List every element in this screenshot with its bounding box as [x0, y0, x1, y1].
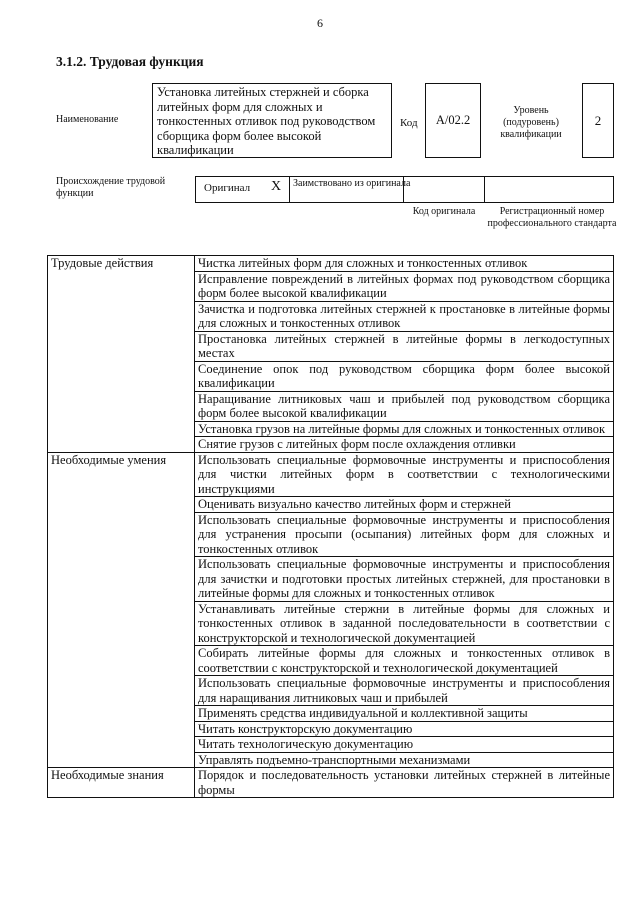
required-skill-item: Читать конструкторскую документацию [195, 721, 614, 737]
original-code-cell [403, 176, 485, 203]
labor-action-item: Установка грузов на литейные формы для сложных и тонкостенных отливок [195, 421, 614, 437]
level-value: 2 [594, 112, 602, 128]
required-skill-item: Собирать литейные формы для сложных и тонкостенных отливок в соответствии с конструкторской и технологической документацией [195, 646, 614, 676]
table-row [48, 452, 614, 497]
required-knowledge-item: Порядок и последовательность установки литейных стержней в литейные формы [195, 768, 614, 798]
labor-action-item: Соединение опок под руководством сборщика форм более высокой квалификации [195, 361, 614, 391]
function-name-value: Установка литейных стержней и сборка литейных форм для сложных и тонкостенных отливок под руководством сборщика форм более высокой квалификации [157, 85, 376, 157]
required-skill-item: Оценивать визуально качество литейных форм и стержней [195, 497, 614, 513]
required-skill-item: Применять средства индивидуальной и коллективной защиты [195, 706, 614, 722]
table-row [48, 768, 614, 798]
labor-action-item: Чистка литейных форм для сложных и тонкостенных отливок [195, 256, 614, 272]
labor-action-category-label: Трудовые действия [48, 256, 195, 453]
labor-action-item: Простановка литейных стержней в литейные формы в легкодоступных местах [195, 331, 614, 361]
required-knowledge-category-label: Необходимые знания [48, 768, 195, 798]
page-number: 6 [317, 16, 323, 30]
table-row [48, 256, 614, 272]
code-box [425, 83, 481, 158]
labor-action-item: Зачистка и подготовка литейных стержней к простановке в литейные формы для сложных и тонкостенных отливок [195, 301, 614, 331]
required-skill-item: Использовать специальные формовочные инструменты и приспособления для наращивания литниковых чаш и прибылей [195, 676, 614, 706]
labor-action-item: Снятие грузов с литейных форм после охлаждения отливки [195, 437, 614, 453]
name-label: Наименование [56, 114, 119, 125]
required-skill-item: Использовать специальные формовочные инструменты и приспособления для зачистки и подготовки простых литейных стержней, для простановки в литейные формы для сложных и тонкостенных отливок [195, 557, 614, 602]
required-skill-category-label: Необходимые умения [48, 452, 195, 768]
section-title: 3.1.2. Трудовая функция [56, 54, 204, 69]
original-label: Оригинал [204, 182, 251, 194]
registration-number-cell [484, 176, 614, 203]
level-box [582, 83, 614, 158]
required-skill-item: Использовать специальные формовочные инструменты и приспособления для чистки литейных форм в соответствии с технологическими инструкциями [195, 452, 614, 497]
origin-label: Происхождение трудовой функции [56, 176, 166, 199]
required-skill-item: Управлять подъемно-транспортными механизмами [195, 752, 614, 768]
original-code-caption: Код оригинала [412, 206, 476, 217]
original-mark: X [271, 179, 282, 194]
code-label: Код [400, 117, 418, 129]
code-value: А/02.2 [435, 113, 471, 127]
function-details-table [47, 255, 614, 798]
borrowed-label: Заимствовано из оригинала [293, 178, 411, 189]
registration-number-caption: Регистрационный номер профессионального стандарта [487, 206, 617, 229]
required-skill-item: Устанавливать литейные стержни в литейные формы для сложных и тонкостенных отливок в заданной последовательности в соответствии с конструкторской и технологической документацией [195, 601, 614, 646]
required-skill-item: Использовать специальные формовочные инструменты и приспособления для устранения просыпи (осыпания) литейных форм для сложных и тонкостенных отливок [195, 512, 614, 557]
function-name-box [152, 83, 392, 158]
labor-action-item: Исправление повреждений в литейных формах под руководством сборщика форм более высокой квалификации [195, 271, 614, 301]
required-skill-item: Читать технологическую документацию [195, 737, 614, 753]
labor-action-item: Наращивание литниковых чаш и прибылей под руководством сборщика форм более высокой квалификации [195, 391, 614, 421]
level-label: Уровень (подуровень) квалификации [500, 105, 562, 140]
